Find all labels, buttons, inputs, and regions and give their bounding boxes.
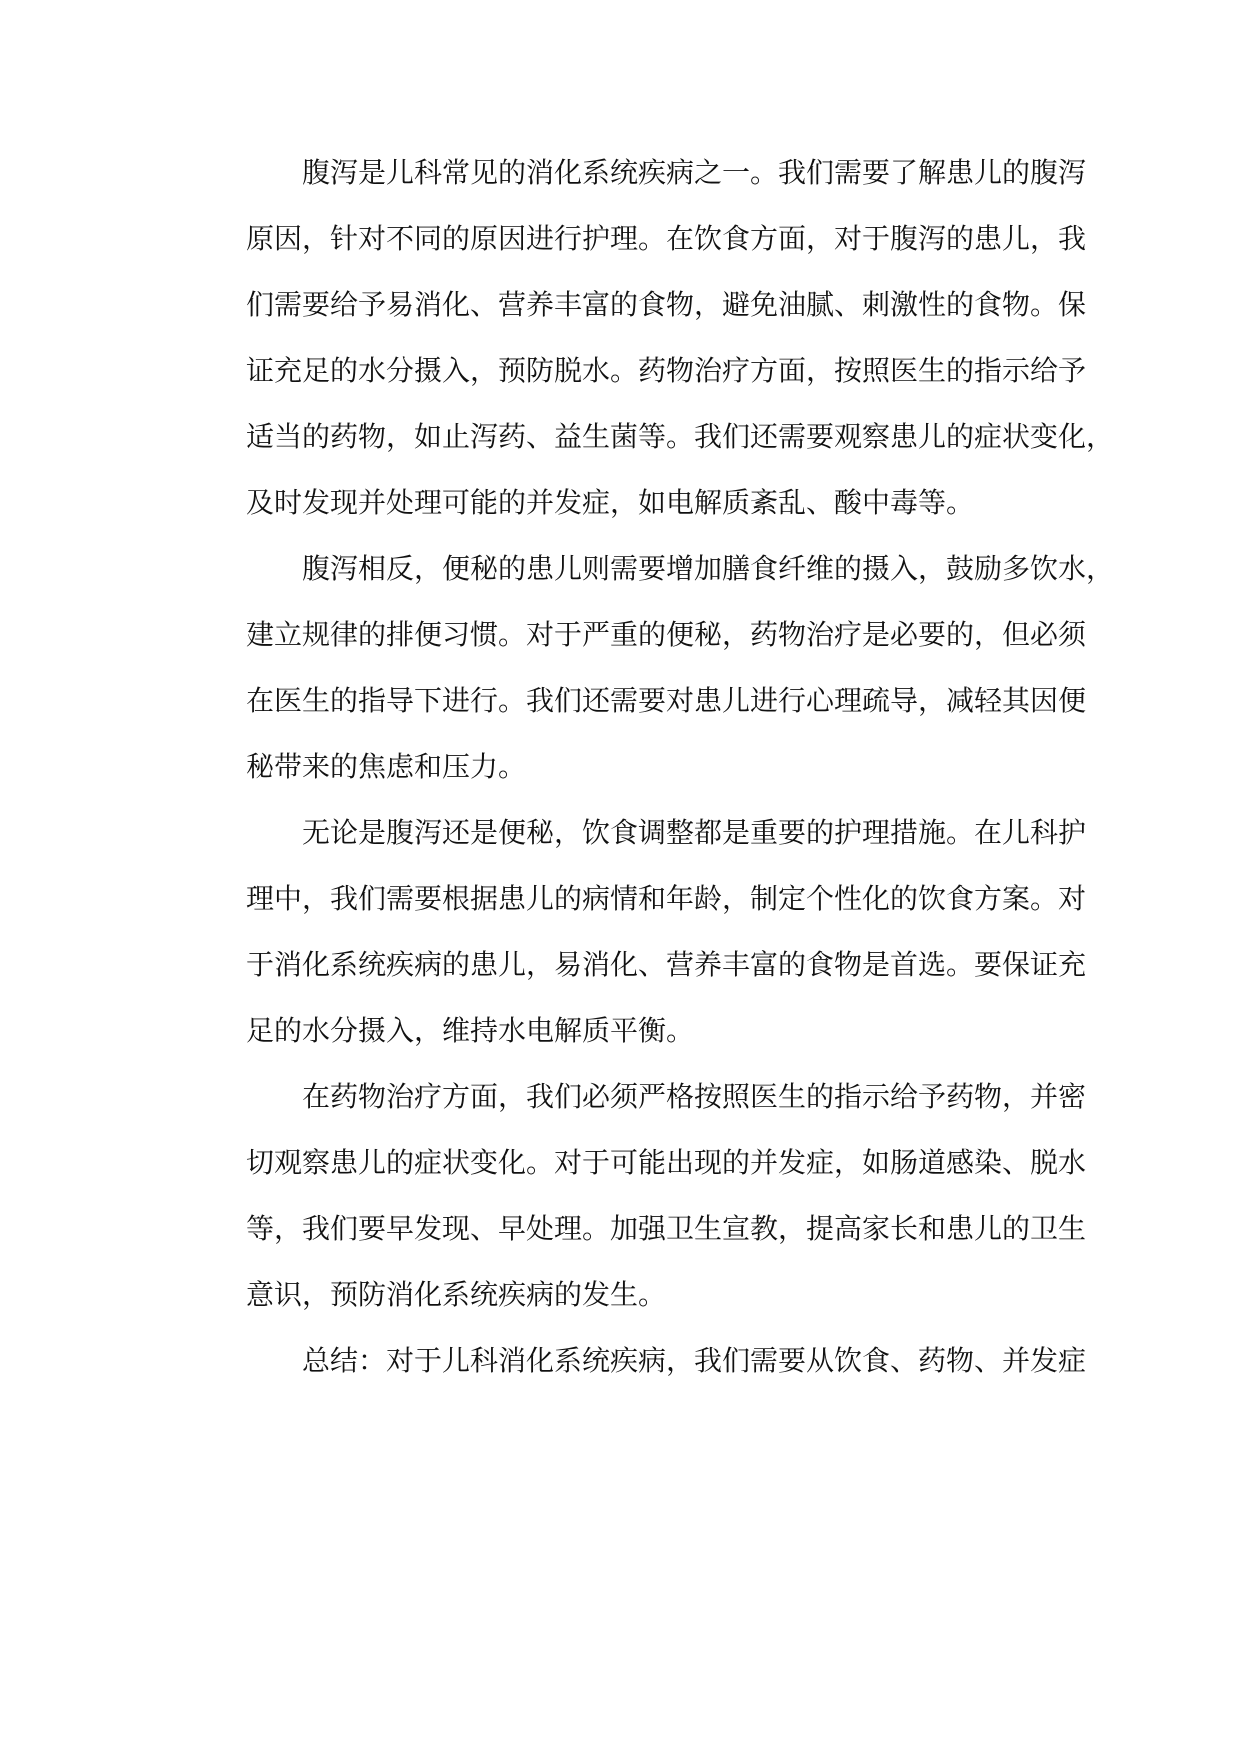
text-line: 建立规律的排便习惯。对于严重的便秘，药物治疗是必要的，但必须 [246, 618, 1087, 651]
text-line: 等，我们要早发现、早处理。加强卫生宣教，提高家长和患儿的卫生 [246, 1212, 1087, 1245]
text-line: 意识，预防消化系统疾病的发生。 [246, 1278, 667, 1311]
paragraph-5 [190, 1328, 1087, 1394]
text-line: 腹泻是儿科常见的消化系统疾病之一。我们需要了解患儿的腹泻 [302, 156, 1087, 189]
text-line: 适当的药物，如止泻药、益生菌等。我们还需要观察患儿的症状变化， [246, 420, 1115, 453]
text-line: 在药物治疗方面，我们必须严格按照医生的指示给予药物，并密 [302, 1080, 1087, 1113]
text-line: 理中，我们需要根据患儿的病情和年龄，制定个性化的饮食方案。对 [246, 882, 1087, 915]
text-line: 于消化系统疾病的患儿，易消化、营养丰富的食物是首选。要保证充 [246, 948, 1087, 981]
text-line: 们需要给予易消化、营养丰富的食物，避免油腻、刺激性的食物。保 [246, 288, 1087, 321]
text-line: 总结：对于儿科消化系统疾病，我们需要从饮食、药物、并发症 [302, 1344, 1087, 1377]
text-line: 原因，针对不同的原因进行护理。在饮食方面，对于腹泻的患儿，我 [246, 222, 1087, 255]
paragraph-3 [190, 800, 1087, 1064]
text-line: 证充足的水分摄入，预防脱水。药物治疗方面，按照医生的指示给予 [246, 354, 1087, 387]
body-text [190, 140, 1115, 1394]
text-line: 及时发现并处理可能的并发症，如电解质紊乱、酸中毒等。 [246, 486, 975, 519]
paragraph-4 [190, 1064, 1087, 1328]
text-line: 切观察患儿的症状变化。对于可能出现的并发症，如肠道感染、脱水 [246, 1146, 1087, 1179]
text-line: 在医生的指导下进行。我们还需要对患儿进行心理疏导，减轻其因便 [246, 684, 1087, 717]
text-line: 腹泻相反，便秘的患儿则需要增加膳食纤维的摄入，鼓励多饮水， [302, 552, 1115, 585]
text-line: 足的水分摄入，维持水电解质平衡。 [246, 1014, 695, 1047]
text-line: 秘带来的焦虑和压力。 [246, 750, 527, 783]
paragraph-2 [190, 536, 1115, 800]
text-line: 无论是腹泻还是便秘，饮食调整都是重要的护理措施。在儿科护 [302, 816, 1087, 849]
paragraph-1 [190, 140, 1115, 536]
